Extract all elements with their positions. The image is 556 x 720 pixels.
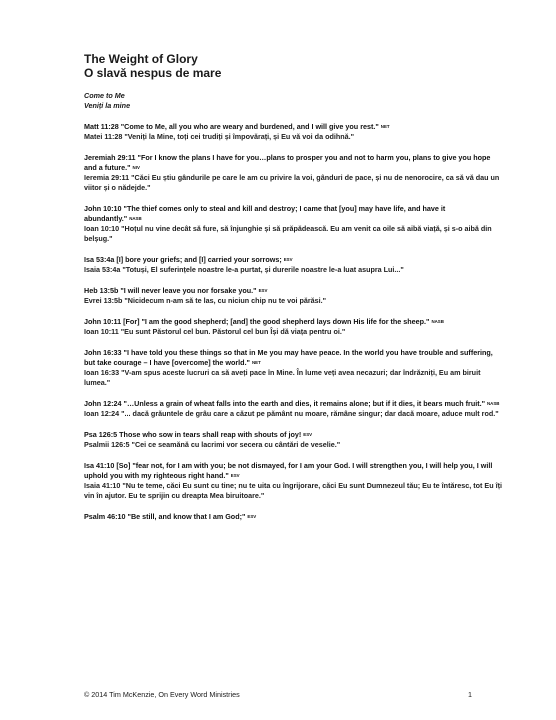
verse-english-text: Isa 41:10 [So] "fear not, for I am with you; be not dismayed, for I am your God. I will strengthen you, I will help you, I will uphold you with my righteous right hand." bbox=[84, 461, 493, 480]
verse-block bbox=[84, 348, 504, 388]
verse-romanian: Ioan 12:24 "... dacă grăuntele de grâu care a căzut pe pământ nu moare, rămâne singur; dar dacă moare, aduce mult rod." bbox=[84, 409, 499, 418]
verse-romanian: Matei 11:28 "Veniți la Mine, toți cei trudiți și împovărați, și Eu vă voi da odihnă." bbox=[84, 132, 355, 141]
verse-romanian: Ioan 10:10 "Hoțul nu vine decât să fure, să înjunghie și să prăpădească. Eu am venit ca oile să aibă viață, și s-o aibă din belșug." bbox=[84, 224, 492, 243]
translation-tag: NIV bbox=[132, 165, 140, 170]
verse-english bbox=[84, 122, 504, 132]
verse-english bbox=[84, 317, 504, 327]
translation-tag: ESV bbox=[247, 514, 257, 519]
verse-english bbox=[84, 512, 504, 522]
verse-english-text: Matt 11:28 "Come to Me, all you who are weary and burdened, and I will give you rest." bbox=[84, 122, 379, 131]
translation-tag: NASB bbox=[129, 216, 142, 221]
verse-english bbox=[84, 348, 504, 368]
translation-tag: NASB bbox=[431, 319, 444, 324]
translation-tag: ESV bbox=[258, 288, 268, 293]
verse-romanian: Isaia 53:4a "Totuși, El suferințele noastre le-a purtat, și durerile noastre le-a luat asupra Lui..." bbox=[84, 265, 404, 274]
verse-english-text: Heb 13:5b "I will never leave you nor forsake you." bbox=[84, 286, 257, 295]
verse-romanian: Ioan 10:11 "Eu sunt Păstorul cel bun. Păstorul cel bun Își dă viața pentru oi." bbox=[84, 327, 346, 336]
verse-block bbox=[84, 153, 504, 193]
translation-tag: ESV bbox=[283, 257, 293, 262]
verse-english-text: John 10:10 "The thief comes only to steal and kill and destroy; I came that [you] may have life, and have it abundantly." bbox=[84, 204, 446, 223]
verse-block bbox=[84, 122, 504, 142]
page-title: The Weight of Glory bbox=[84, 52, 198, 66]
verse-block bbox=[84, 430, 504, 450]
verse-block bbox=[84, 461, 504, 501]
verse-english-text: John 12:24 "…Unless a grain of wheat falls into the earth and dies, it remains alone; but if it dies, it bears much fruit." bbox=[84, 399, 486, 408]
translation-tag: NET bbox=[380, 124, 390, 129]
verse-romanian: Psalmii 126:5 "Cei ce seamănă cu lacrimi vor secera cu cântări de veselie." bbox=[84, 440, 341, 449]
copyright-notice: © 2014 Tim McKenzie, On Every Word Ministries bbox=[84, 690, 240, 699]
verse-english-text: John 16:33 "I have told you these things so that in Me you may have peace. In the world you have trouble and suffering, but take courage – I have [overcome] the world." bbox=[84, 348, 493, 367]
verse-block bbox=[84, 286, 504, 306]
verse-block bbox=[84, 512, 504, 522]
verse-english bbox=[84, 286, 504, 296]
verse-english-text: Psa 126:5 Those who sow in tears shall reap with shouts of joy! bbox=[84, 430, 302, 439]
verse-list bbox=[84, 122, 504, 522]
verse-block bbox=[84, 399, 504, 419]
page-subtitle: O slavă nespus de mare bbox=[84, 66, 222, 80]
verse-english-text: Isa 53:4a [I] bore your griefs; and [I] carried your sorrows; bbox=[84, 255, 282, 264]
page-content bbox=[84, 52, 504, 533]
page-number: 1 bbox=[468, 690, 472, 699]
translation-tag: ESV bbox=[230, 473, 240, 478]
verse-romanian: Ieremia 29:11 "Căci Eu știu gândurile pe care le am cu privire la voi, gânduri de pace, și nu de nenorocire, ca să vă dau un viitor și o nădejde." bbox=[84, 173, 500, 192]
verse-english bbox=[84, 430, 504, 440]
translation-tag: NASB bbox=[487, 401, 500, 406]
verse-english bbox=[84, 255, 504, 265]
verse-block bbox=[84, 204, 504, 244]
verse-romanian: Evrei 13:5b "Nicidecum n-am să te las, cu niciun chip nu te voi părăsi." bbox=[84, 296, 327, 305]
verse-block bbox=[84, 317, 504, 337]
translation-tag: NET bbox=[251, 360, 261, 365]
section-heading-romanian: Veniți la mine bbox=[84, 101, 131, 110]
verse-english bbox=[84, 461, 504, 481]
verse-english bbox=[84, 204, 504, 224]
verse-block bbox=[84, 255, 504, 275]
verse-english bbox=[84, 153, 504, 173]
verse-english-text: Psalm 46:10 "Be still, and know that I am God;" bbox=[84, 512, 246, 521]
translation-tag: ESV bbox=[303, 432, 313, 437]
verse-romanian: Ioan 16:33 "V-am spus aceste lucruri ca să aveți pace în Mine. În lume veți avea necazuri; dar îndrăzniți, Eu am biruit lumea." bbox=[84, 368, 481, 387]
verse-english-text: John 10:11 [For] "I am the good shepherd; [and] the good shepherd lays down His life for the sheep." bbox=[84, 317, 430, 326]
verse-english bbox=[84, 399, 504, 409]
verse-english-text: Jeremiah 29:11 "For I know the plans I have for you…plans to prosper you and not to harm you, plans to give you hope and a future." bbox=[84, 153, 491, 172]
section-heading-english: Come to Me bbox=[84, 91, 125, 100]
verse-romanian: Isaia 41:10 "Nu te teme, căci Eu sunt cu tine; nu te uita cu îngrijorare, căci Eu sunt Dumnezeul tău; Eu te întăresc, tot Eu îți vin în ajutor. Eu te sprijin cu dreapta Mea biruitoare." bbox=[84, 481, 502, 500]
